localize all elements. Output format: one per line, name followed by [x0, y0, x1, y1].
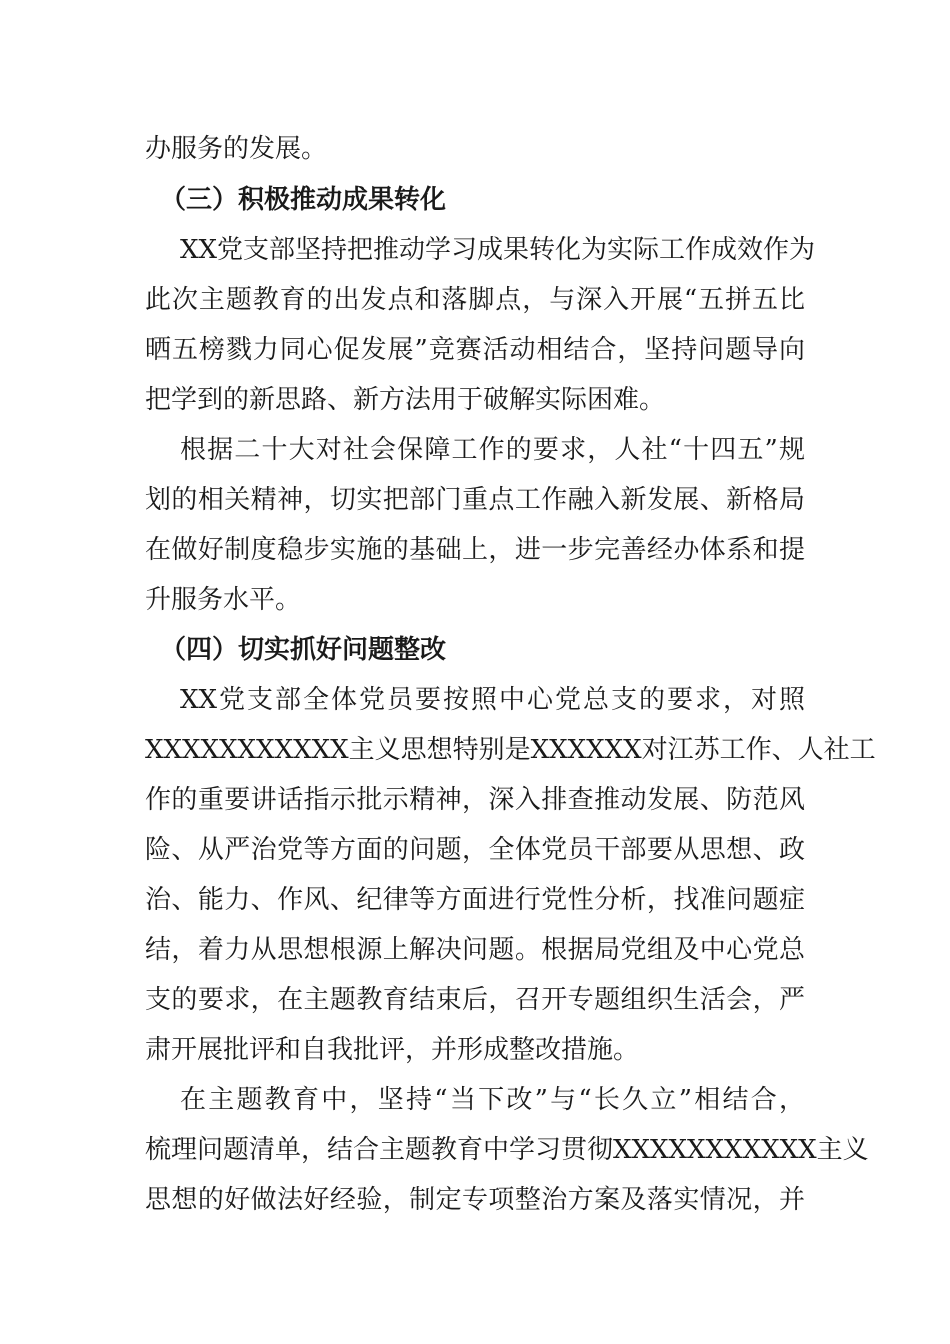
paragraph-line: 险、从严治党等方面的问题，全体党员干部要从思想、政 [145, 835, 805, 865]
paragraph-line: 在主题教育中，坚持“当下改”与“长久立”相结合， [180, 1085, 805, 1115]
paragraph-line: 支的要求，在主题教育结束后，召开专题组织生活会，严 [145, 985, 805, 1015]
section-heading: （三）积极推动成果转化 [160, 185, 447, 215]
paragraph-line: XXXXXXXXXXX主义思想特别是XXXXXX对江苏工作、人社工 [145, 735, 876, 765]
paragraph-line: 结，着力从思想根源上解决问题。根据局党组及中心党总 [145, 935, 805, 965]
paragraph-line: 晒五榜戮力同心促发展”竞赛活动相结合，坚持问题导向 [145, 335, 805, 365]
paragraph-line: 升服务水平。 [145, 585, 302, 615]
paragraph-line: 根据二十大对社会保障工作的要求，人社“十四五”规 [180, 435, 805, 465]
paragraph-line: 此次主题教育的出发点和落脚点，与深入开展“五拼五比 [145, 285, 805, 315]
section-heading: （四）切实抓好问题整改 [160, 635, 447, 665]
paragraph-line: 把学到的新思路、新方法用于破解实际困难。 [145, 385, 666, 415]
paragraph-line: 肃开展批评和自我批评，并形成整改措施。 [145, 1035, 640, 1065]
paragraph-line: 治、能力、作风、纪律等方面进行党性分析，找准问题症 [145, 885, 805, 915]
paragraph-line: 在做好制度稳步实施的基础上，进一步完善经办体系和提 [145, 535, 805, 565]
paragraph-line: 梳理问题清单，结合主题教育中学习贯彻XXXXXXXXXXX主义 [145, 1135, 869, 1165]
paragraph-line: XX党支部坚持把推动学习成果转化为实际工作成效作为 [180, 235, 816, 265]
paragraph-line: 思想的好做法好经验，制定专项整治方案及落实情况，并 [145, 1185, 805, 1215]
paragraph-line: 办服务的发展。 [145, 134, 328, 164]
paragraph-line: XX党支部全体党员要按照中心党总支的要求，对照 [180, 685, 805, 715]
paragraph-line: 划的相关精神，切实把部门重点工作融入新发展、新格局 [145, 485, 805, 515]
paragraph-line: 作的重要讲话指示批示精神，深入排查推动发展、防范风 [145, 785, 805, 815]
